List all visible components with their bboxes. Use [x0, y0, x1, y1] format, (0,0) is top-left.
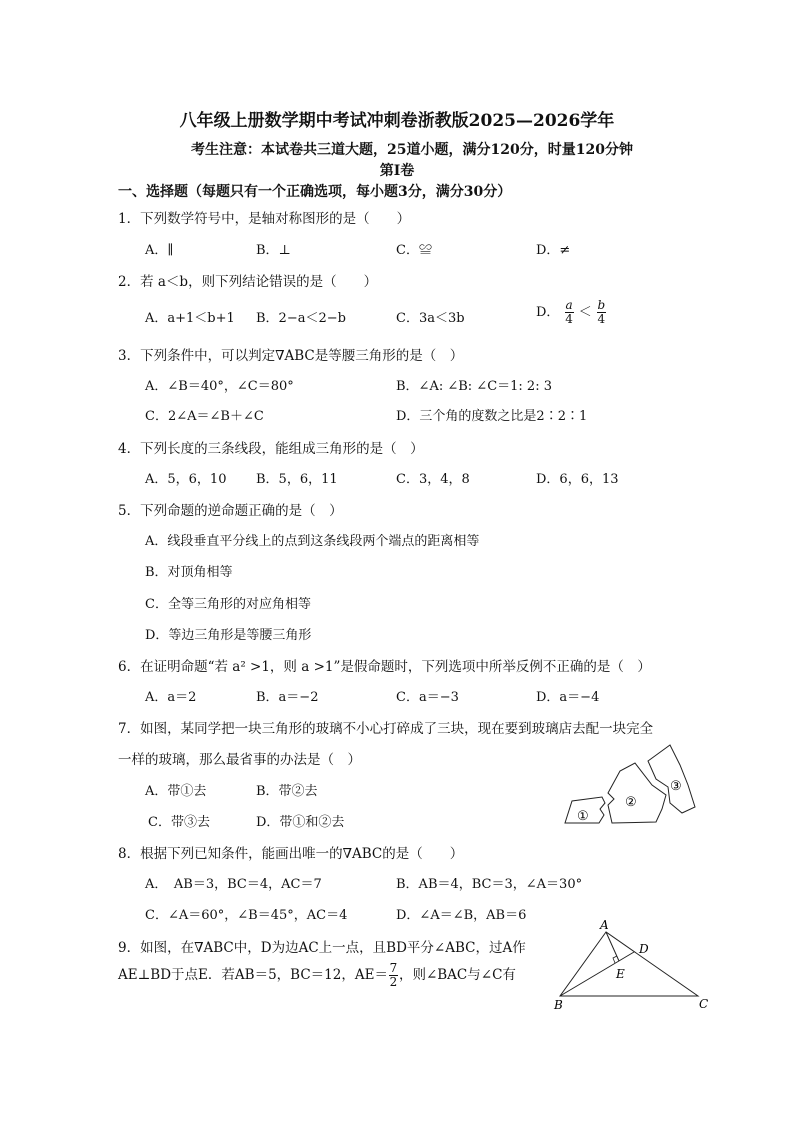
- q2-option-a: A．a+1＜b+1: [145, 311, 235, 326]
- vertex-label-b: B: [554, 998, 563, 1012]
- triangle-figure: [548, 916, 718, 1016]
- q1-option-a: A．∥: [145, 243, 174, 258]
- q3-option-d: D．三个角的度数之比是2∶2∶1: [396, 409, 588, 424]
- question-8-stem: 8．根据下列已知条件，能画出唯一的∇ABC的是（ ）: [118, 846, 464, 862]
- glass-label-3: ③: [670, 779, 682, 794]
- q9-stem-part-b: ，则∠BAC与∠C有: [398, 967, 516, 983]
- q2-d-right-fraction: $\frac{b}{4}$: [597, 298, 606, 326]
- q1-option-b: B．⊥: [256, 243, 291, 258]
- q8-option-a: A． AB＝3，BC＝4，AC＝7: [145, 877, 322, 892]
- q5-option-d: D．等边三角形是等腰三角形: [145, 628, 312, 643]
- q7-option-a: A．带①去: [145, 784, 207, 799]
- q8-option-d: D．∠A＝∠B，AB＝6: [396, 908, 527, 923]
- q4-option-a: A．5，6，10: [145, 472, 227, 487]
- glass-piece-2: [608, 763, 666, 823]
- q6-option-a: A．a＝2: [145, 690, 197, 705]
- glass-label-1: ①: [577, 809, 589, 824]
- q2-option-d-label: D．: [536, 305, 560, 320]
- q2-option-d: [536, 299, 607, 326]
- question-6-stem: 6．在证明命题“若 a² >1，则 a >1”是假命题时，下列选项中所举反例不正确的是（ ）: [118, 659, 651, 675]
- q7-option-b: B．带②去: [256, 784, 318, 799]
- q7-option-d: D．带①和②去: [256, 815, 345, 830]
- question-9-stem-cont: [118, 962, 516, 989]
- point-label-e: E: [616, 967, 625, 981]
- q5-option-a: A．线段垂直平分线上的点到这条线段两个端点的距离相等: [145, 534, 480, 549]
- exam-notice: 考生注意：本试卷共三道大题，25道小题，满分120分，时量120分钟: [191, 142, 633, 158]
- q7-option-c: C．带③去: [148, 815, 210, 830]
- q1-option-d: D．≠: [536, 243, 571, 258]
- q4-option-c: C．3，4，8: [396, 472, 470, 487]
- q6-option-c: C．a＝−3: [396, 690, 459, 705]
- question-2-stem: 2．若 a＜b，则下列结论错误的是（ ）: [118, 274, 378, 290]
- q1-option-c: C．≌: [396, 243, 432, 258]
- q9-stem-part-a: AE⊥BD于点E．若AB＝5，BC＝12，AE＝: [118, 967, 388, 983]
- question-5-stem: 5．下列命题的逆命题正确的是（ ）: [118, 503, 343, 519]
- q8-option-c: C．∠A＝60°，∠B＝45°，AC＝4: [145, 908, 348, 923]
- glass-label-2: ②: [625, 795, 637, 810]
- q4-option-d: D．6，6，13: [536, 472, 619, 487]
- q3-option-c: C．2∠A＝∠B＋∠C: [145, 409, 264, 424]
- q2-option-b: B．2−a＜2−b: [256, 311, 346, 326]
- point-label-d: D: [639, 942, 649, 956]
- q6-option-b: B．a＝−2: [256, 690, 319, 705]
- q5-option-c: C．全等三角形的对应角相等: [145, 597, 311, 612]
- q4-option-b: B．5，6，11: [256, 472, 338, 487]
- q9-ae-fraction: $\frac{7}{2}$: [389, 961, 398, 989]
- volume-label: 第Ⅰ卷: [379, 163, 415, 179]
- question-1-stem: 1．下列数学符号中，是轴对称图形的是（ ）: [118, 211, 411, 227]
- triangle-abc: [560, 932, 698, 996]
- question-3-stem: 3．下列条件中，可以判定∇ABC是等腰三角形的是（ ）: [118, 348, 464, 364]
- vertex-label-c: C: [699, 997, 709, 1011]
- q2-option-c: C．3a＜3b: [396, 311, 465, 326]
- question-9-stem: 9．如图，在∇ABC中，D为边AC上一点，且BD平分∠ABC，过A作: [118, 940, 526, 956]
- question-7-stem-cont: 一样的玻璃，那么最省事的办法是（ ）: [118, 752, 361, 768]
- q8-option-b: B．AB＝4，BC＝3，∠A＝30°: [396, 877, 583, 892]
- q2-d-left-fraction: $\frac{a}{4}$: [565, 298, 573, 326]
- q3-option-a: A．∠B＝40°，∠C＝80°: [145, 379, 294, 394]
- question-7-stem: 7．如图，某同学把一块三角形的玻璃不小心打碎成了三块，现在要到玻璃店去配一块完全: [118, 721, 654, 737]
- section-heading: 一、选择题（每题只有一个正确选项，每小题3分，满分30分）: [118, 184, 512, 200]
- q3-option-b: B．∠A: ∠B: ∠C＝1: 2: 3: [396, 379, 552, 394]
- q5-option-b: B．对顶角相等: [145, 565, 233, 580]
- page-title: 八年级上册数学期中考试冲刺卷浙教版2025—2026学年: [179, 111, 615, 131]
- q2-d-less-sign: ＜: [578, 305, 592, 320]
- q6-option-d: D．a＝−4: [536, 690, 600, 705]
- vertex-label-a: A: [600, 918, 609, 932]
- broken-glass-figure: [560, 743, 720, 829]
- question-4-stem: 4．下列长度的三条线段，能组成三角形的是（ ）: [118, 441, 424, 457]
